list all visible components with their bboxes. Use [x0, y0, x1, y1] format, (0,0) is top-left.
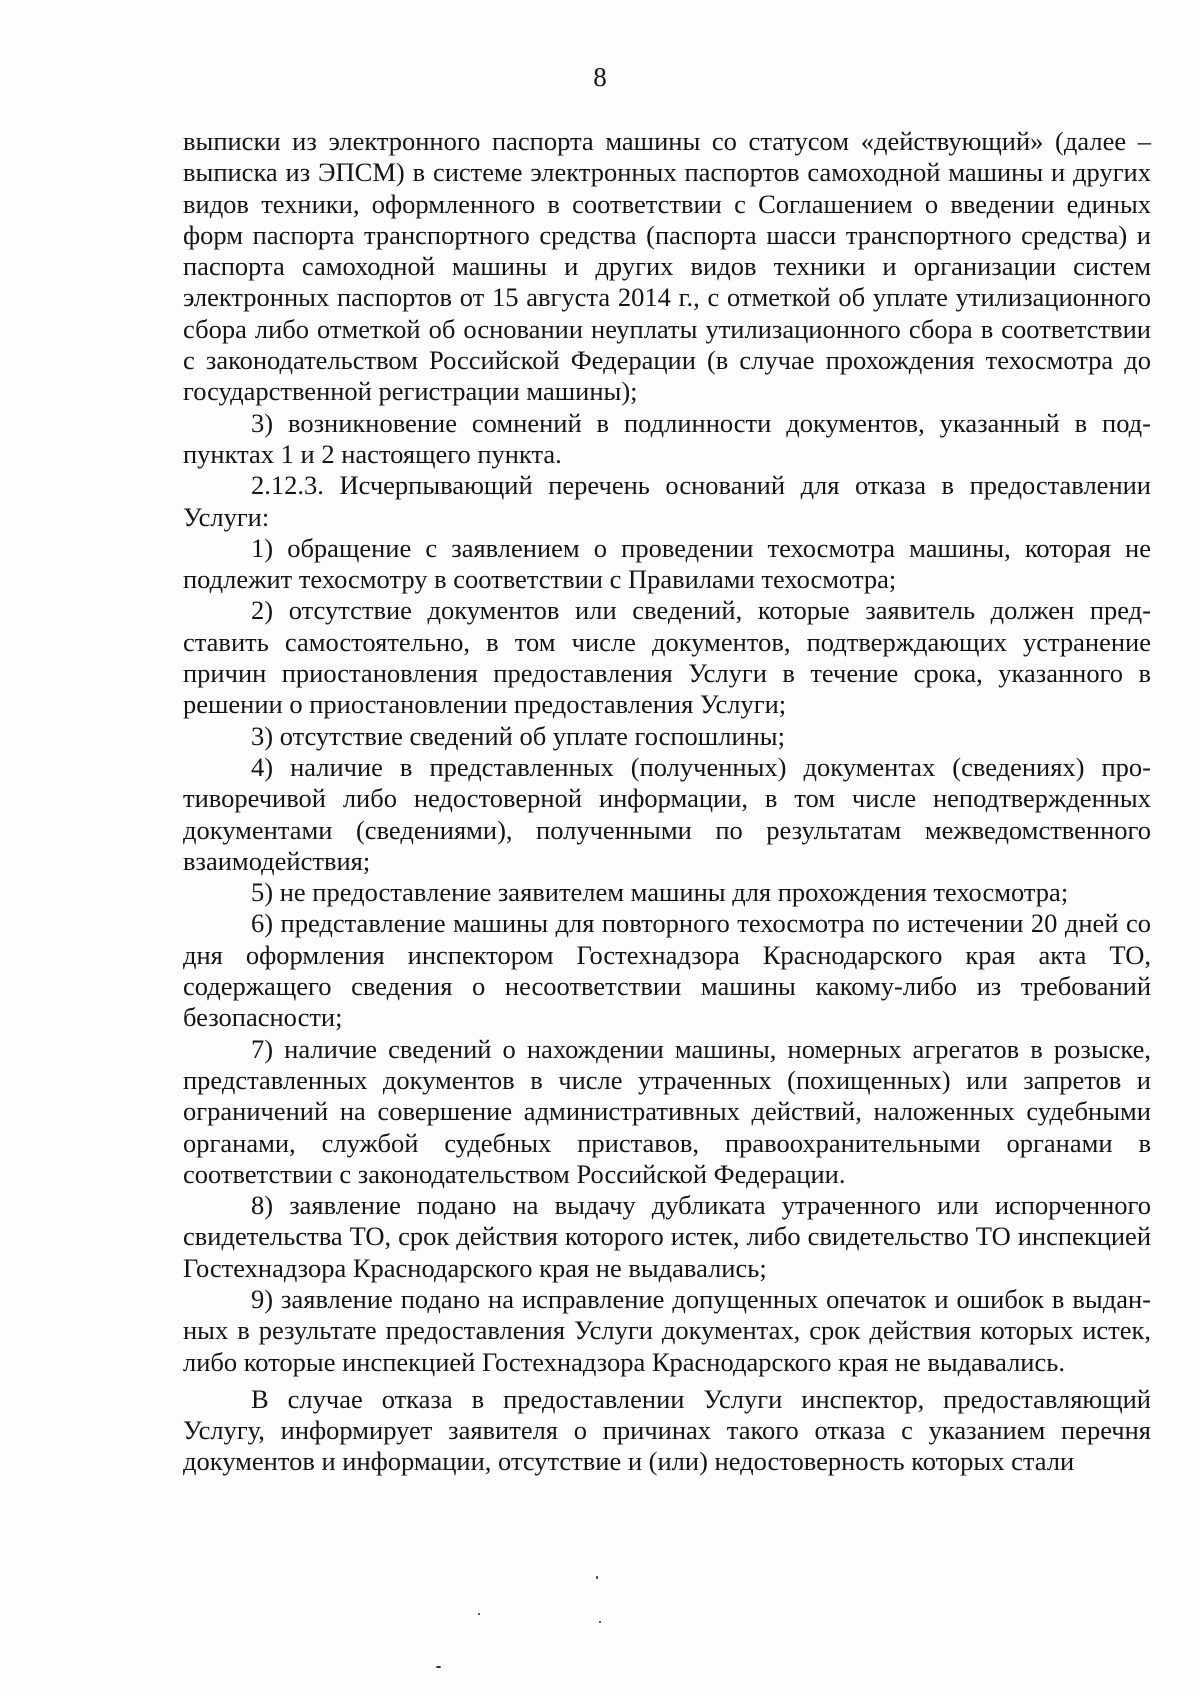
list-item-8: 8) заявление подано на выдачу дубликата утраченного или испорченного свидетельства ТО, срок действия которого истек, либо свидетельство ТО инспекцией Гостехнадзора Краснодарского края не выдавались;: [183, 1190, 1151, 1283]
page-number: 8: [593, 62, 607, 92]
scan-speck: [478, 1613, 480, 1615]
list-item-9: 9) заявление подано на исправление допущенных опечаток и ошибок в выданных в результате предоставления Услуги документах, срок действия которых истек, либо которые инспекцией Гостехнадзора Краснодарского края не выдавались.: [183, 1283, 1151, 1377]
paragraph-continuation: выписки из электронного паспорта машины со статусом «действующий» (далее – выписка из ЭПСМ) в системе электронных паспортов самоходной машины и других видов техники, оформленного в соответствии с Соглашением о введении единых форм паспорта транспортного средства (паспорта шасси транспортного средства) и паспорта самоходной машины и других видов техники и организации систем электронных паспортов от 15 августа 2014 г., с отметкой об уплате утилизационного сбора либо отметкой об основании неуплаты утилизационного сбора в соответствии с законодательством Российской Федерации (в случае прохождения техосмотра до государственной регистрации машины);: [183, 126, 1151, 407]
scan-speck: [599, 1621, 601, 1623]
paragraph-item-3: 3) возникновение сомнений в подлинности документов, указанный в подпунктах 1 и 2 настоящего пункта.: [183, 407, 1151, 469]
list-item-2: 2) отсутствие документов или сведений, которые заявитель должен представить самостоятельно, в том числе документов, подтверждающих устранение причин приостановления предоставления Услуги в течение срока, указанного в решении о приостановлении предоставления Услуги;: [183, 595, 1151, 720]
scan-speck: [596, 1576, 598, 1579]
scan-speck: [436, 1666, 441, 1668]
list-item-7: 7) наличие сведений о нахождении машины, номерных агрегатов в розыске, представленных документов в числе утраченных (похищенных) или запретов и ограничений на совершение административных действий, наложенных судебными органами, службой судебных приставов, правоохранительными органами в соответствии с законодательством Российской Федерации.: [183, 1033, 1151, 1189]
list-item-3: 3) отсутствие сведений об уплате госпошлины;: [251, 720, 785, 751]
list-item-5: 5) не предоставление заявителем машины для прохождения техосмотра;: [251, 877, 1069, 908]
list-item-4: 4) наличие в представленных (полученных) документах (сведениях) противоречивой либо недостоверной информации, в том числе неподтвержденных документами (сведениями), полученными по результатам межведомственного взаимодействия;: [183, 751, 1151, 876]
paragraph-refusal-notice: В случае отказа в предоставлении Услуги инспектор, предоставляющий Услугу, информирует заявителя о причинах такого отказа с указанием перечня документов и информации, отсутствие и (или) недостоверность которых стали: [183, 1383, 1151, 1477]
document-body: [183, 126, 1151, 1478]
list-item-6: 6) представление машины для повторного техосмотра по истечении 20 дней со дня оформления инспектором Гостехнадзора Краснодарского края акта ТО, содержащего сведения о несоответствии машины какому-либо из требований безопасности;: [183, 908, 1151, 1033]
paragraph-section-2-12-3: 2.12.3. Исчерпывающий перечень оснований для отказа в предоставлении Услуги:: [183, 470, 1151, 532]
list-item-1: 1) обращение с заявлением о проведении техосмотра машины, которая не подлежит техосмотру в соответствии с Правилами техосмотра;: [183, 532, 1151, 595]
